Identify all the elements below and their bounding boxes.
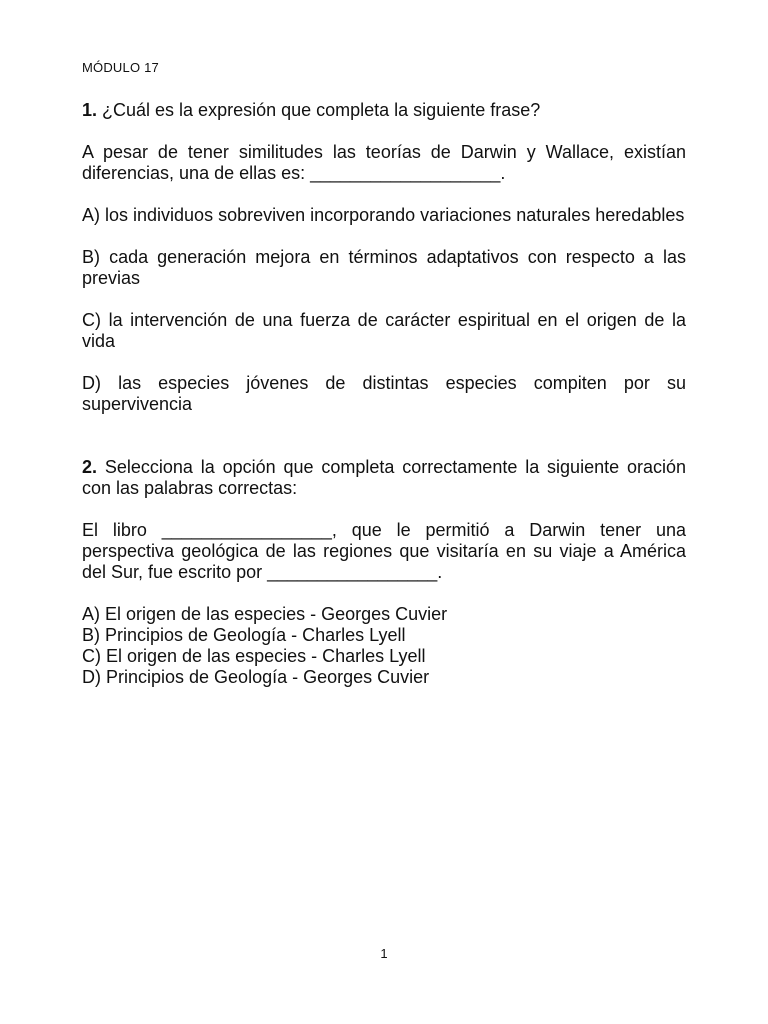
question-2-text: Selecciona la opción que completa correctamente la siguiente oración con las palabras correctas: <box>82 457 686 498</box>
question-2-statement: El libro _________________, que le permitió a Darwin tener una perspectiva geológica de las regiones que visitaría en su viaje a América del Sur, fue escrito por _________________. <box>82 520 686 582</box>
section-spacer <box>82 436 686 457</box>
question-2-option-d: D) Principios de Geología - Georges Cuvier <box>82 667 430 687</box>
question-2-option-b: B) Principios de Geología - Charles Lyell <box>82 625 406 645</box>
question-2-number: 2. <box>82 457 98 477</box>
question-2-option-c: C) El origen de las especies - Charles Lyell <box>82 646 426 666</box>
question-1-option-b: B) cada generación mejora en términos adaptativos con respecto a las previas <box>82 247 686 288</box>
page-number: 1 <box>380 946 388 961</box>
question-2-option-a: A) El origen de las especies - Georges Cuvier <box>82 604 448 624</box>
question-1-statement: A pesar de tener similitudes las teorías de Darwin y Wallace, existían diferencias, una de ellas es: ___________________. <box>82 142 686 183</box>
document-page <box>82 58 686 688</box>
question-1-text: ¿Cuál es la expresión que completa la siguiente frase? <box>97 100 541 120</box>
question-1-option-d: D) las especies jóvenes de distintas especies compiten por su supervivencia <box>82 373 686 414</box>
question-1-option-c: C) la intervención de una fuerza de carácter espiritual en el origen de la vida <box>82 310 686 351</box>
question-1-prompt <box>82 100 686 121</box>
question-2-options <box>82 604 686 688</box>
module-header: MÓDULO 17 <box>82 60 159 75</box>
question-2 <box>82 457 686 688</box>
question-1-number: 1. <box>82 100 98 120</box>
question-2-prompt <box>82 457 686 499</box>
question-1 <box>82 100 686 415</box>
question-1-option-a: A) los individuos sobreviven incorporando variaciones naturales heredables <box>82 205 685 225</box>
